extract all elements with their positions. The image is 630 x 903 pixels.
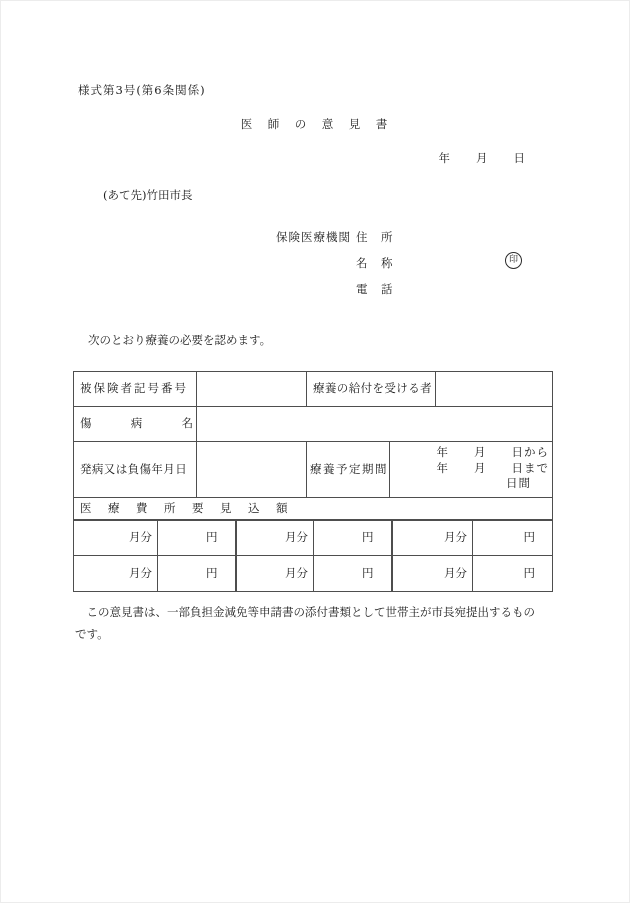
period-days-line: 日間: [506, 476, 531, 490]
provider-phone-row: [276, 282, 394, 308]
onset-date-value: [197, 442, 307, 498]
recipient-value: [436, 372, 553, 407]
provider-phone-label: 電 話: [356, 282, 394, 296]
onset-date-label: 発病又は負傷年月日: [74, 442, 197, 498]
insured-number-value: [197, 372, 307, 407]
period-from-line: 年 月 日から: [436, 445, 549, 459]
seal-icon: 印: [505, 252, 522, 269]
footer-line-1: この意見書は、一部負担金減免等申請書の添付書類として世帯主が市長宛提出するもの: [75, 605, 535, 619]
provider-name-row: [276, 256, 394, 282]
provider-address-label: 住 所: [356, 230, 394, 244]
date-line: 年 月 日: [438, 151, 526, 165]
cost-month-cell: 月分: [74, 520, 158, 556]
disease-name-value: [197, 407, 553, 442]
cost-yen-cell: 円: [473, 520, 553, 556]
page-title: 医 師 の 意 見 書: [240, 117, 390, 131]
cost-yen-cell: 円: [314, 556, 392, 592]
cost-month-cell: 月分: [74, 556, 158, 592]
cost-month-cell: 月分: [392, 520, 473, 556]
insured-number-label: 被保険者記号番号: [74, 372, 197, 407]
table-row: [74, 498, 553, 521]
cost-month-cell: 月分: [392, 556, 473, 592]
treatment-period-value: [390, 442, 553, 498]
table-row: [74, 407, 553, 442]
cost-yen-cell: 円: [314, 520, 392, 556]
cost-yen-cell: 円: [158, 556, 236, 592]
disease-name-label: 傷 病 名: [74, 407, 197, 442]
cost-yen-cell: 円: [473, 556, 553, 592]
table-row: [74, 372, 553, 407]
opinion-table: [73, 371, 553, 521]
provider-block: [276, 230, 518, 308]
table-row: [74, 442, 553, 498]
cost-month-cell: 月分: [236, 520, 314, 556]
addressee-line: (あて先)竹田市長: [103, 188, 193, 202]
recipient-label: 療養の給付を受ける者: [307, 372, 436, 407]
table-row: [74, 556, 553, 592]
provider-address-row: [276, 230, 394, 256]
provider-label: 保険医療機関: [276, 230, 351, 244]
cost-estimate-table: [73, 519, 553, 592]
form-number: 様式第3号(第6条関係): [78, 83, 206, 97]
cost-month-cell: 月分: [236, 556, 314, 592]
medical-cost-header: 医 療 費 所 要 見 込 額: [74, 498, 553, 521]
footer-line-2: です。: [75, 627, 109, 641]
table-row: [74, 520, 553, 556]
footer-note: [75, 601, 555, 645]
intro-text: 次のとおり療養の必要を認めます。: [88, 333, 272, 347]
treatment-period-label: 療養予定期間: [307, 442, 390, 498]
period-to-line: 年 月 日まで: [436, 460, 549, 475]
cost-yen-cell: 円: [158, 520, 236, 556]
provider-name-label: 名 称: [356, 256, 394, 270]
